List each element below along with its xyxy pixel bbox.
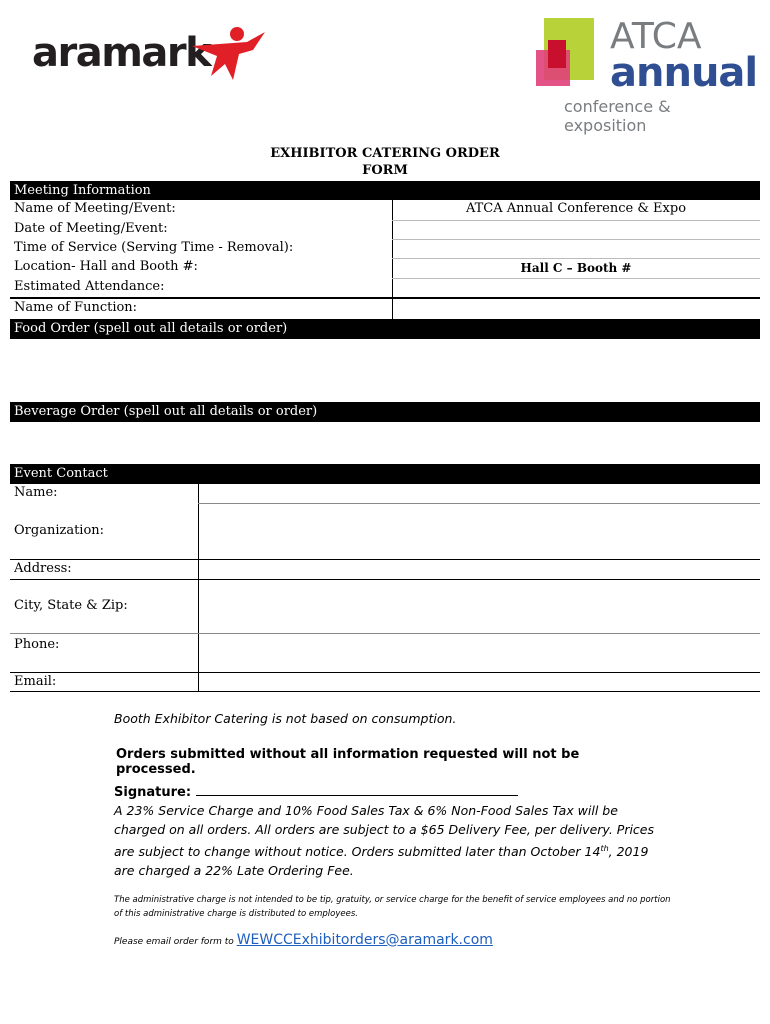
signature-field[interactable]	[196, 783, 518, 796]
grid-line	[198, 503, 760, 504]
orders-warning: Orders submitted without all information requested will not be processed.	[116, 747, 580, 777]
address-label: Address:	[14, 561, 72, 576]
consumption-note: Booth Exhibitor Catering is not based on consumption.	[114, 711, 457, 726]
meeting-row-name	[10, 200, 760, 220]
contact-name-field[interactable]	[199, 484, 760, 503]
event-contact-header: Event Contact	[10, 464, 760, 484]
meeting-row-function	[10, 299, 760, 319]
conference-text: conference & exposition	[564, 97, 671, 135]
food-order-area[interactable]	[10, 339, 760, 401]
meeting-row-location	[10, 258, 760, 278]
organization-label: Organization:	[14, 523, 105, 538]
city-state-zip-label: City, State & Zip:	[14, 598, 128, 613]
meeting-date-label: Date of Meeting/Event:	[14, 221, 168, 236]
grid-line	[10, 672, 760, 673]
meeting-row-date	[10, 220, 760, 239]
contact-divider	[198, 484, 199, 691]
city-state-zip-field[interactable]	[199, 579, 760, 633]
service-time-label: Time of Service (Serving Time - Removal):	[14, 240, 294, 255]
attendance-label: Estimated Attendance:	[14, 279, 165, 294]
contact-name-label: Name:	[14, 485, 58, 500]
atca-text: ATCA	[610, 16, 702, 57]
admin-charge-note: The administrative charge is not intended to be tip, gratuity, or service charge for the benefit of service employees and no portion of this administrative charge is distributed to employees.	[114, 895, 671, 919]
signature-label: Signature:	[114, 785, 192, 800]
beverage-order-area[interactable]	[10, 422, 760, 464]
grid-line	[392, 278, 760, 279]
service-charge-end: , 2019 are charged a 22% Late Ordering Fee.	[114, 844, 649, 879]
meeting-name-label: Name of Meeting/Event:	[14, 201, 176, 216]
phone-field[interactable]	[199, 633, 760, 672]
order-email-link[interactable]: WEWCCExhibitorders@aramark.com	[236, 932, 493, 948]
aramark-wordmark: aramark	[32, 30, 211, 76]
email-field[interactable]	[199, 672, 760, 691]
service-charge-sup: th	[600, 844, 609, 853]
service-charge-text: A 23% Service Charge and 10% Food Sales Tax & 6% Non-Food Sales Tax will be charged on all orders. All orders are subject to a $65 Delivery Fee, per delivery. Prices are subject to change without notice. Orders submitted later than October 14	[114, 803, 655, 860]
food-order-header: Food Order (spell out all details or order)	[10, 319, 760, 339]
aramark-star-person-icon	[187, 24, 267, 84]
grid-line	[392, 258, 760, 259]
signature-line[interactable]	[114, 783, 654, 800]
service-charge-note	[114, 801, 659, 880]
logo-red-square	[548, 40, 566, 68]
title-line-1: EXHIBITOR CATERING ORDER	[270, 146, 500, 161]
meeting-info-header: Meeting Information	[10, 181, 760, 200]
title-line-2: FORM	[362, 163, 408, 178]
grid-line	[10, 579, 760, 580]
email-instruction	[114, 932, 654, 948]
annual-text: annual	[610, 50, 758, 96]
location-label: Location- Hall and Booth #:	[14, 259, 198, 274]
form-title	[270, 145, 500, 179]
meeting-divider	[392, 200, 393, 319]
grid-line	[392, 239, 760, 240]
grid-line	[10, 297, 760, 299]
email-label: Email:	[14, 674, 57, 689]
meeting-name-value[interactable]: ATCA Annual Conference & Expo	[465, 201, 687, 216]
location-value[interactable]: Hall C – Booth #	[520, 261, 632, 275]
function-label: Name of Function:	[14, 300, 138, 315]
email-prefix: Please email order form to	[114, 937, 234, 947]
aramark-logo	[32, 24, 262, 84]
organization-field[interactable]	[199, 503, 760, 559]
grid-line	[10, 691, 760, 692]
grid-line	[392, 220, 760, 221]
phone-label: Phone:	[14, 637, 60, 652]
atca-annual-logo	[528, 10, 758, 135]
beverage-order-header: Beverage Order (spell out all details or order)	[10, 402, 760, 422]
address-field[interactable]	[199, 559, 760, 579]
grid-line	[10, 559, 760, 560]
meeting-row-attendance	[10, 278, 760, 298]
meeting-row-time	[10, 239, 760, 258]
grid-line	[10, 633, 760, 634]
